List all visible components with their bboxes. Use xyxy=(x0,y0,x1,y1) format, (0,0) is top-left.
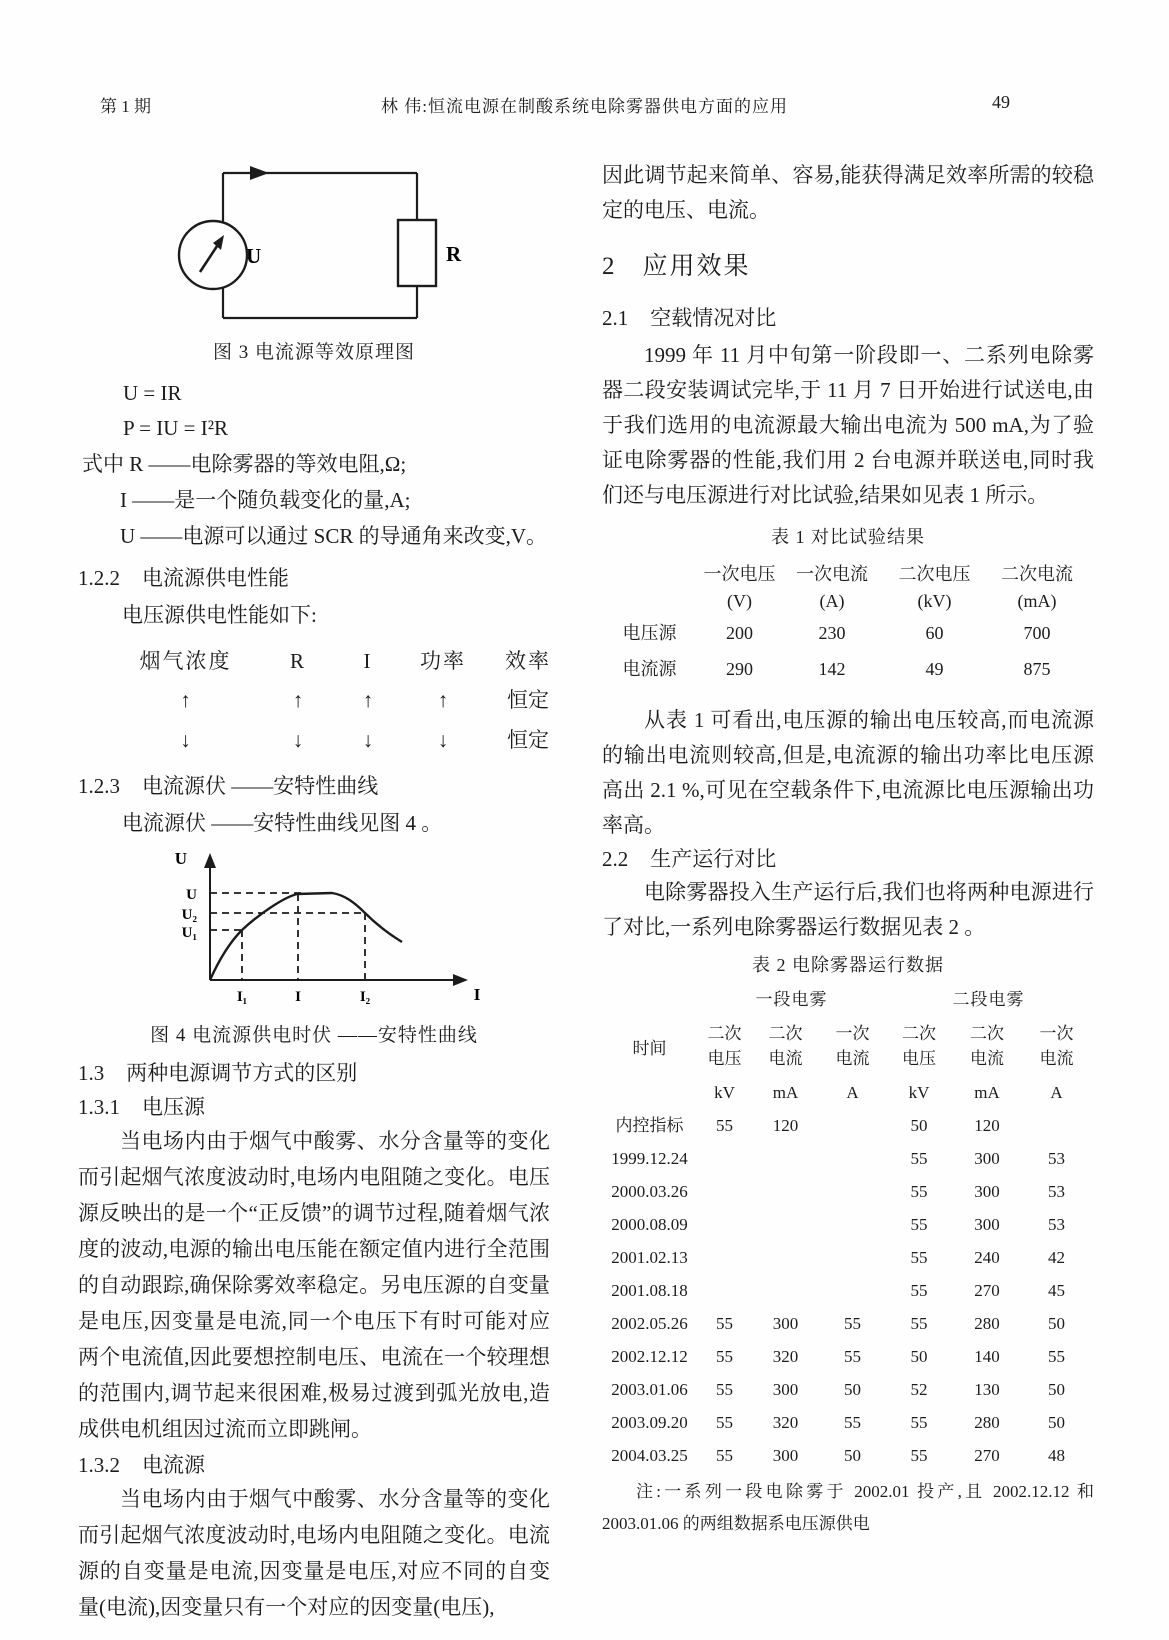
table2-row-label: 2000.03.26 xyxy=(611,1182,688,1201)
table2-column-header-line: 电流 xyxy=(970,1049,1004,1068)
table1-column-name: 二次电流 xyxy=(1001,564,1073,584)
table2-group-header-stage1: 一段电雾 xyxy=(755,990,828,1009)
table2-group-header-stage2: 二段电雾 xyxy=(952,990,1025,1009)
table2 xyxy=(602,985,1094,1472)
table1-column-header xyxy=(782,561,882,615)
equation-u-ir: U = IR xyxy=(123,381,182,405)
table2-value: 55 xyxy=(910,1281,928,1300)
table2-value: 270 xyxy=(974,1446,1000,1465)
table2-unit: kV xyxy=(714,1083,735,1102)
table2-value: 53 xyxy=(1048,1149,1065,1168)
resistor-label: R xyxy=(446,242,462,266)
table2-value: 300 xyxy=(772,1446,799,1465)
section-number: 1.2.3 xyxy=(78,774,120,798)
paragraph-current-source: 当电场内由于烟气中酸雾、水分含量等的变化而引起烟气浓度波动时,电场内电阻随之变化。电流源的自变量是电流,因变量是电压,对应不同的自变量(电流),因变量只有一个对应的因变量(电压), xyxy=(78,1487,550,1619)
table2-row xyxy=(602,1109,1094,1142)
table2-group-spacer xyxy=(602,985,697,1015)
section-number: 2.1 xyxy=(602,306,629,330)
table2-value: 300 xyxy=(772,1314,799,1333)
table2-value: 320 xyxy=(772,1413,799,1432)
table2-column-header xyxy=(952,1021,1022,1071)
table1 xyxy=(602,561,1094,687)
performance-value: ↑ xyxy=(437,688,449,712)
dashed-guides xyxy=(210,893,365,980)
section-2-1-heading xyxy=(602,302,1094,334)
figure4-curve-diagram xyxy=(157,848,550,1016)
table2-value: 55 xyxy=(910,1182,928,1201)
table2-value: 55 xyxy=(844,1347,861,1366)
page-number: 49 xyxy=(992,92,1010,112)
section-title: 电流源 xyxy=(142,1453,205,1477)
table1-column-name: 一次电压 xyxy=(703,564,776,584)
issue-label: 第 1 期 xyxy=(100,97,151,116)
paragraph-no-load-test: 1999 年 11 月中旬第一阶段即一、二系列电除雾器二段安装调试完毕,于 11 月 7 日开始进行试送电,由于我们选用的电流源最大输出电流为 500 mA,为了验证电除雾器的性能,我们用 2 台电源并联送电,同时我们还与电压源进行对比试验,结果如见表 1 所示。 xyxy=(602,343,1094,507)
table2-row xyxy=(602,1208,1094,1241)
table2-row-label: 2000.08.09 xyxy=(611,1215,688,1234)
x-tick-i2: I₂ xyxy=(359,989,371,1005)
section-number: 2 xyxy=(602,253,617,280)
table2-value: 50 xyxy=(1048,1380,1065,1399)
table1-column-unit: (V) xyxy=(727,591,752,611)
table2-column-header-line: 电压 xyxy=(707,1049,742,1068)
circuit-svg xyxy=(90,158,470,328)
table1-value: 700 xyxy=(1023,623,1051,643)
table2-value: 50 xyxy=(1048,1413,1065,1432)
axes xyxy=(210,860,453,980)
table2-row xyxy=(602,1175,1094,1208)
table1-corner xyxy=(602,561,697,615)
table1-row-label: 电流源 xyxy=(622,659,677,679)
performance-header: 功率 xyxy=(420,649,466,673)
table2-row-label: 1999.12.24 xyxy=(611,1149,688,1168)
table2-value: 52 xyxy=(910,1380,928,1399)
table2-value: 50 xyxy=(844,1380,861,1399)
table2-value xyxy=(697,1274,752,1307)
table2-value: 55 xyxy=(716,1446,733,1465)
performance-header: 烟气浓度 xyxy=(139,649,232,673)
table2-value: 55 xyxy=(716,1347,733,1366)
table2-row-label: 2003.09.20 xyxy=(611,1413,688,1432)
table1-column-unit: (A) xyxy=(819,591,845,611)
table2-units-row xyxy=(602,1077,1094,1109)
table2-row-label: 内控指标 xyxy=(615,1116,684,1135)
table2-value xyxy=(819,1208,886,1241)
table2-row-label: 2001.08.18 xyxy=(611,1281,688,1300)
table2-value: 300 xyxy=(772,1380,799,1399)
table2-note: 注:一系列一段电除雾于 2002.01 投产,且 2002.12.12 和 2003.01.06 的两组数据系电压源供电 xyxy=(602,1482,1094,1533)
table2-value xyxy=(819,1175,886,1208)
x-tick-i1: I₁ xyxy=(236,989,248,1005)
table2-value: 300 xyxy=(974,1215,1000,1234)
table2-value: 55 xyxy=(910,1446,928,1465)
table2-value: 55 xyxy=(716,1314,733,1333)
performance-value: ↑ xyxy=(180,688,191,712)
table2-value xyxy=(752,1241,819,1274)
y-axis-arrowhead xyxy=(204,853,216,868)
table2-row-label: 2002.12.12 xyxy=(611,1347,688,1366)
performance-value: 恒定 xyxy=(507,688,549,712)
table2-caption: 表 2 电除雾器运行数据 xyxy=(752,955,944,975)
section-title: 电流源伏 ——安特性曲线 xyxy=(142,774,379,798)
source-label: U xyxy=(246,244,262,268)
table1-value: 200 xyxy=(726,623,753,643)
table2-value xyxy=(752,1175,819,1208)
running-title: 林 伟:恒流电源在制酸系统电除雾器供电方面的应用 xyxy=(381,97,788,116)
table2-value: 53 xyxy=(1048,1215,1065,1234)
section-1-2-3-heading xyxy=(78,770,550,802)
table2-column-header-line: 一次 xyxy=(1039,1024,1074,1043)
table2-value xyxy=(697,1175,752,1208)
table1-value: 290 xyxy=(726,659,753,679)
table2-row xyxy=(602,1142,1094,1175)
section-1-3-2-heading xyxy=(78,1449,550,1481)
performance-header: 效率 xyxy=(505,649,551,673)
table2-value: 53 xyxy=(1048,1182,1065,1201)
table2-value: 270 xyxy=(974,1281,1000,1300)
section-title: 空载情况对比 xyxy=(650,306,777,330)
table2-value xyxy=(819,1142,886,1175)
section-number: 1.2.2 xyxy=(78,566,120,590)
table2-row xyxy=(602,1340,1094,1373)
y-axis-label: U xyxy=(174,849,187,868)
table2-row-label: 2002.05.26 xyxy=(611,1314,688,1333)
section-number: 2.2 xyxy=(602,847,629,871)
table2-value: 50 xyxy=(910,1347,928,1366)
table1-column-name: 一次电流 xyxy=(796,564,868,584)
table2-value: 120 xyxy=(974,1116,1000,1135)
table2-row xyxy=(602,1373,1094,1406)
table2-value: 50 xyxy=(844,1446,861,1465)
section-2-2-heading xyxy=(602,843,1094,875)
table2-column-header-line: 二次 xyxy=(768,1024,803,1043)
left-column xyxy=(78,150,550,1625)
table2-column-header-line: 电流 xyxy=(835,1049,870,1068)
table2-column-header xyxy=(819,1021,886,1071)
performance-value: ↓ xyxy=(180,728,191,752)
x-axis-label: I xyxy=(473,985,481,1004)
table2-value: 50 xyxy=(910,1116,928,1135)
table1-caption: 表 1 对比试验结果 xyxy=(771,527,925,547)
table2-value xyxy=(697,1208,752,1241)
table2-value: 48 xyxy=(1048,1446,1065,1465)
table2-value: 55 xyxy=(844,1314,861,1333)
table2-row xyxy=(602,1241,1094,1274)
table2-row xyxy=(602,1439,1094,1472)
table2-column-header xyxy=(886,1021,952,1071)
performance-value: ↓ xyxy=(292,728,304,752)
section-number: 1.3.2 xyxy=(78,1453,120,1477)
table2-group-row xyxy=(602,985,1094,1015)
figure3-circuit-diagram xyxy=(90,158,550,333)
table2-value: 320 xyxy=(772,1347,799,1366)
table2-value xyxy=(752,1274,819,1307)
performance-value: ↑ xyxy=(292,688,304,712)
table2-value xyxy=(1022,1109,1091,1142)
performance-intro: 电压源供电性能如下: xyxy=(122,603,317,627)
table1-value: 230 xyxy=(818,623,846,643)
table2-value: 42 xyxy=(1048,1248,1065,1267)
section-1-2-2-heading xyxy=(78,562,550,594)
formula-note-r: 式中 R ——电除雾器的等效电阻,Ω; xyxy=(82,452,407,476)
table2-value xyxy=(752,1208,819,1241)
performance-header: I xyxy=(363,649,373,673)
continuation-paragraph: 因此调节起来简单、容易,能获得满足效率所需的较稳定的电压、电流。 xyxy=(602,163,1094,222)
table1-column-header xyxy=(697,561,782,615)
table2-unit: mA xyxy=(772,1083,799,1102)
table2-value: 55 xyxy=(910,1215,928,1234)
performance-value: ↑ xyxy=(362,688,374,712)
table2-value: 280 xyxy=(974,1314,1000,1333)
performance-header: R xyxy=(289,649,306,673)
table2-value xyxy=(697,1241,752,1274)
section-1-3-1-heading xyxy=(78,1091,550,1123)
table2-value: 55 xyxy=(910,1149,928,1168)
section-number: 1.3.1 xyxy=(78,1095,120,1119)
va-characteristic-curve xyxy=(210,893,402,980)
table2-time-header: 时间 xyxy=(632,1038,667,1058)
table2-row-label: 2001.02.13 xyxy=(611,1248,688,1267)
table2-value: 130 xyxy=(974,1380,1000,1399)
table2-column-header-line: 电流 xyxy=(768,1049,803,1068)
section-number: 1.3 xyxy=(78,1061,105,1085)
table2-subheader-row xyxy=(602,1015,1094,1077)
table2-column-header-line: 一次 xyxy=(835,1024,870,1043)
section-title: 应用效果 xyxy=(642,253,751,280)
table1-row-label: 电压源 xyxy=(622,623,677,643)
table2-value xyxy=(819,1274,886,1307)
formula-note-u: U ——电源可以通过 SCR 的导通角来改变,V。 xyxy=(120,524,548,548)
page-header xyxy=(0,92,1169,122)
table2-value: 280 xyxy=(974,1413,1000,1432)
table2-value: 55 xyxy=(910,1248,928,1267)
table2-column-header xyxy=(697,1021,752,1071)
table2-value xyxy=(819,1109,886,1142)
table2-value: 55 xyxy=(910,1314,928,1333)
table1-column-header xyxy=(987,561,1087,615)
table2-value: 300 xyxy=(974,1149,1000,1168)
y-tick-u1: U₁ xyxy=(181,925,197,941)
performance-value: 恒定 xyxy=(507,728,549,752)
table2-value xyxy=(752,1142,819,1175)
performance-value: ↓ xyxy=(362,728,374,752)
section-title: 生产运行对比 xyxy=(650,847,777,871)
current-direction-arrow xyxy=(250,166,269,180)
table2-column-header xyxy=(1022,1021,1091,1071)
table1-value: 142 xyxy=(818,659,846,679)
table2-unit: A xyxy=(1050,1083,1063,1102)
table2-value: 45 xyxy=(1048,1281,1065,1300)
curve-svg xyxy=(157,848,517,1011)
section-title: 电压源 xyxy=(142,1095,205,1119)
table2-column-header-line: 二次 xyxy=(707,1024,742,1043)
equation-p-iu: P = IU = I²R xyxy=(123,416,229,440)
table2-row xyxy=(602,1274,1094,1307)
table1-column-name: 二次电压 xyxy=(898,564,971,584)
table2-value: 55 xyxy=(716,1413,733,1432)
table2-column-header-line: 电压 xyxy=(902,1049,936,1068)
table1-value: 60 xyxy=(925,623,944,643)
table2-column-header xyxy=(752,1021,819,1071)
table2-value: 140 xyxy=(974,1347,1000,1366)
paragraph-production-comparison: 电除雾器投入生产运行后,我们也将两种电源进行了对比,一系列电除雾器运行数据见表 2 。 xyxy=(602,880,1094,939)
figure4-reference-line: 电流源伏 ——安特性曲线见图 4 。 xyxy=(122,811,443,835)
table2-value: 55 xyxy=(1048,1347,1065,1366)
table2-column-header-line: 二次 xyxy=(970,1024,1004,1043)
table2-units-spacer xyxy=(602,1077,697,1109)
table2-row xyxy=(602,1307,1094,1340)
paragraph-voltage-source: 当电场内由于烟气中酸雾、水分含量等的变化而引起烟气浓度波动时,电场内电阻随之变化。电压源反映出的是一个“正反馈”的调节过程,随着烟气浓度的波动,电源的输出电压能在额定值内进行全范围的自动跟踪,确保除雾效率稳定。另电压源的自变量是电压,因变量是电流,同一个电压下有时可能对应两个电流值,因此要想控制电压、电流在一个较理想的范围内,调节起来很困难,极易过渡到弧光放电,造成供电机组因过流而立即跳闸。 xyxy=(78,1129,550,1441)
performance-value: ↓ xyxy=(437,728,449,752)
figure3-caption: 图 3 电流源等效原理图 xyxy=(212,342,415,363)
table1-value: 49 xyxy=(925,659,944,679)
table1-column-unit: (mA) xyxy=(1017,591,1057,611)
resistor-box xyxy=(398,220,436,286)
section-2-heading xyxy=(602,250,1094,284)
table2-value: 120 xyxy=(772,1116,799,1135)
x-axis-arrowhead xyxy=(453,974,468,986)
table2-value: 55 xyxy=(844,1413,861,1432)
table2-column-header-line: 二次 xyxy=(902,1024,936,1043)
table2-value xyxy=(697,1142,752,1175)
table2-value: 50 xyxy=(1048,1314,1065,1333)
equations-block xyxy=(78,376,550,554)
table2-row xyxy=(602,1406,1094,1439)
table2-row-label: 2003.01.06 xyxy=(611,1380,688,1399)
performance-table xyxy=(108,642,550,760)
table1-value: 875 xyxy=(1023,659,1051,679)
table2-value: 240 xyxy=(974,1248,1000,1267)
paragraph-table1-discussion: 从表 1 可看出,电压源的输出电压较高,而电流源的输出电流则较高,但是,电流源的输出功率比电压源高出 2.1 %,可见在空载条件下,电流源比电压源输出功率高。 xyxy=(602,708,1094,837)
table2-value: 55 xyxy=(716,1380,733,1399)
table2-value: 300 xyxy=(974,1182,1000,1201)
table2-row-label: 2004.03.25 xyxy=(611,1446,688,1465)
table2-value: 55 xyxy=(910,1413,928,1432)
section-title: 两种电源调节方式的区别 xyxy=(126,1061,358,1085)
table2-unit: kV xyxy=(908,1083,930,1102)
right-column xyxy=(602,158,1094,1540)
x-tick-i: I xyxy=(295,989,301,1005)
meter-circle xyxy=(179,221,247,289)
figure4-caption: 图 4 电流源供电时伏 ——安特性曲线 xyxy=(150,1025,478,1046)
section-1-3-heading xyxy=(78,1057,550,1089)
table2-unit: mA xyxy=(974,1083,1000,1102)
table2-column-header-line: 电流 xyxy=(1039,1049,1074,1068)
y-tick-u: U xyxy=(186,887,197,903)
table1-column-unit: (kV) xyxy=(917,591,952,611)
table2-value: 55 xyxy=(716,1116,733,1135)
table1-column-header xyxy=(882,561,987,615)
table2-value xyxy=(819,1241,886,1274)
y-tick-u2: U₂ xyxy=(181,907,197,923)
section-title: 电流源供电性能 xyxy=(142,566,289,590)
formula-note-i: I ——是一个随负载变化的量,A; xyxy=(120,488,411,512)
table2-unit: A xyxy=(846,1083,859,1102)
